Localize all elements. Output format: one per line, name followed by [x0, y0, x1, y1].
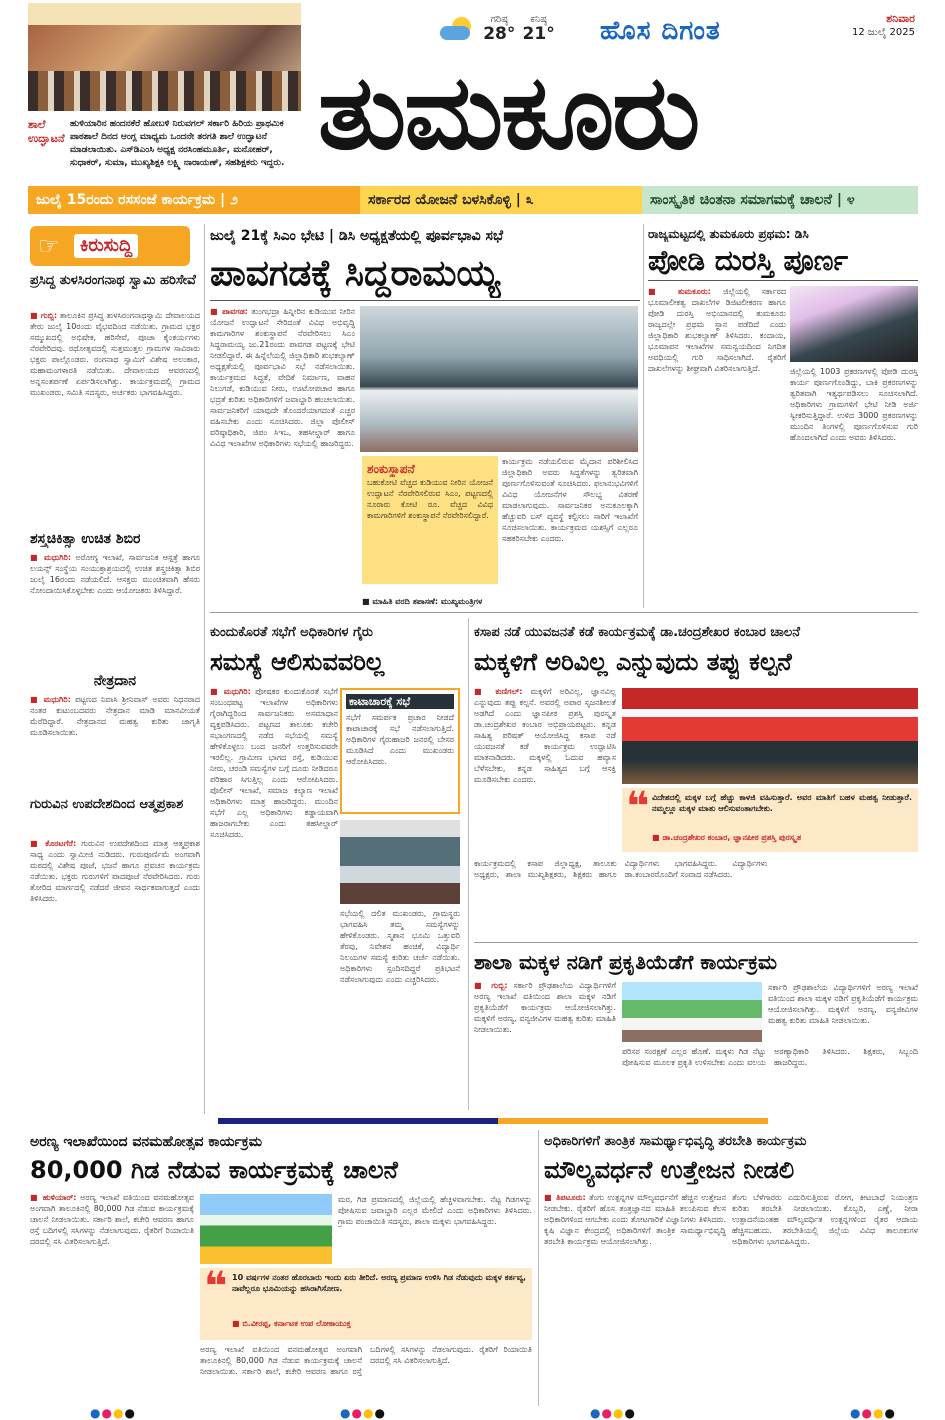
podi-text-2: ಜಿಲ್ಲೆಯಲ್ಲಿ 1003 ಪ್ರಕರಣಗಳಲ್ಲಿ ಪೋಡಿ ದುರಸ್ತಿ ಕಾರ್ಯ ಪೂರ್ಣಗೊಂಡಿದ್ದು, ಬಾಕಿ ಪ್ರಕರಣಗಳನ್ನು ತ್ವರಿತವಾಗಿ ಇತ್ಯರ್ಥಪಡಿಸಲು ಸೂಚಿಸಲಾಗಿದೆ. ಅಧಿಕಾರಿಗಳು ಗ್ರಾಮಗಳಿಗೆ ಭೇಟಿ ನೀಡಿ ಅರ್ಜಿ ಸ್ವೀಕರಿಸುತ್ತಿದ್ದಾರೆ. ಉಳಿದ 3000 ಪ್ರಕರಣಗಳನ್ನು ಮುಂದಿನ ತಿಂಗಳಲ್ಲಿ ಪೂರ್ಣಗೊಳಿಸುವ ಗುರಿ ಹೊಂದಲಾಗಿದೆ ಎಂದು ಅವರು ತಿಳಿಸಿದರು. — [790, 367, 918, 442]
left-headline-2: ಶಸ್ತ್ರಚಿಕಿತ್ಸಾ ಉಚಿತ ಶಿಬಿರ — [30, 531, 141, 547]
caption-tag: ಶಾಲೆ ಉದ್ಘಾಟನೆ — [28, 118, 65, 145]
training-kicker: ಅಧಿಕಾರಿಗಳಿಗೆ ತಾಂತ್ರಿಕ ಸಾಮರ್ಥ್ಯಾಭಿವೃದ್ಧಿ ತರಬೇತಿ ಕಾರ್ಯಕ್ರಮ — [544, 1134, 807, 1149]
left-text-3: ಪಟ್ಟಣದ ನಿವಾಸಿ ಶ್ರೀನಿವಾಸ್ ಅವರು ನಿಧನರಾದ ನಂತರ ಕುಟುಂಬದವರು ನೇತ್ರದಾನ ಮಾಡಿ ಮಾನವೀಯತೆ ಮೆರೆದಿದ್ದಾರೆ. ನೇತ್ರದಾನದ ಮಹತ್ವ ಕುರಿತು ಜಾಗೃತಿ ಮೂಡಿಸಲಾಯಿತು. — [30, 695, 200, 737]
meeting-photo — [340, 820, 460, 904]
date-label: 12 ಜುಲೈ 2025 — [852, 27, 915, 38]
forest-text-3: ಅರಣ್ಯ ಇಲಾಖೆ ವತಿಯಿಂದ ವನಮಹೋತ್ಸವ ಅಂಗವಾಗಿ ತಾಲೂಕಿನಲ್ಲಿ 80,000 ಗಿಡ ನೆಡುವ ಕಾರ್ಯಕ್ರಮಕ್ಕೆ ಚಾಲನೆ ನೀಡಲಾಯಿತು. ಸರ್ಕಾರಿ ಶಾಲೆ, ಕಚೇರಿ ಆವರಣ ಹಾಗೂ ರಸ್ತೆ ಬದಿಗಳಲ್ಲಿ ಸಸಿಗಳನ್ನು ನೆಡಲಾಗುವುದು. ರೈತರಿಗೆ ರಿಯಾಯಿತಿ ದರದಲ್ಲಿ ಸಸಿ ವಿತರಿಸಲಾಗುತ್ತಿದೆ. — [200, 1345, 532, 1376]
left-body-1 — [30, 310, 200, 522]
training-text-1: ತೆಂಗು ಉತ್ಪನ್ನಗಳ ಮೌಲ್ಯವರ್ಧನೆಗೆ ಹೆಚ್ಚಿನ ಉತ್ತೇಜನ ನೀಡಬೇಕು. ರೈತರಿಗೆ ಹೊಸ ತಂತ್ರಜ್ಞಾನದ ಮಾಹಿತಿ ತಲುಪಿಸುವ ಕೆಲಸ ಅಧಿಕಾರಿಗಳಿಂದ ಆಗಬೇಕು ಎಂದು ತೋಟಗಾರಿಕೆ ವಿಜ್ಞಾನಿಗಳು ತಿಳಿಸಿದರು. ಕೃಷಿ ವಿಜ್ಞಾನ ಕೇಂದ್ರದಲ್ಲಿ ಅಧಿಕಾರಿಗಳಿಗೆ ತಾಂತ್ರಿಕ ಸಾಮರ್ಥ್ಯಾಭಿವೃದ್ಧಿ ತರಬೇತಿ ಕಾರ್ಯಕ್ರಮ ಆಯೋಜಿಸಲಾಗಿತ್ತು. — [544, 1193, 726, 1246]
dc-portrait-photo — [790, 286, 918, 362]
training-body-1 — [544, 1192, 726, 1404]
kambar-quote — [622, 784, 918, 852]
section-separator — [28, 1118, 918, 1124]
dateline — [852, 12, 915, 39]
podi-body-2 — [790, 366, 918, 606]
lead-text-1: ತುಂಗಭದ್ರಾ ಹಿನ್ನೀರಿನ ಕುಡಿಯುವ ನೀರಿನ ಯೋಜನೆ ಉದ್ಘಾಟನೆ ಸೇರಿದಂತೆ ವಿವಿಧ ಅಭಿವೃದ್ಧಿ ಕಾಮಗಾರಿಗಳ ಶಂಕುಸ್ಥಾಪನೆ ನೆರವೇರಿಸಲು ಸಿಎಂ ಸಿದ್ದರಾಮಯ್ಯ ಜು.21ರಂದು ಪಾವಗಡ ಪಟ್ಟಣಕ್ಕೆ ಭೇಟಿ ನೀಡಲಿದ್ದಾರೆ. ಈ ಹಿನ್ನೆಲೆಯಲ್ಲಿ ಜಿಲ್ಲಾಧಿಕಾರಿ ಶುಭಕಲ್ಯಾಣ್ ಅಧ್ಯಕ್ಷತೆಯಲ್ಲಿ ಪೂರ್ವಭಾವಿ ಸಭೆ ನಡೆಸಲಾಯಿತು. ಕಾರ್ಯಕ್ರಮದ ಸಿದ್ಧತೆ, ವೇದಿಕೆ ನಿರ್ಮಾಣ, ವಾಹನ ನಿಲುಗಡೆ, ಕುಡಿಯುವ ನೀರು, ಊಟೋಪಚಾರ ಹಾಗೂ ಭದ್ರತೆ ಕುರಿತು ಅಧಿಕಾರಿಗಳಿಗೆ ಜವಾಬ್ದಾರಿ ಹಂಚಲಾಯಿತು. ಸಾರ್ವಜನಿಕರಿಗೆ ಯಾವುದೇ ತೊಂದರೆಯಾಗದಂತೆ ಎಚ್ಚರ ವಹಿಸಬೇಕು ಎಂದು ಸೂಚಿಸಿದರು. ಜಿಲ್ಲಾ ಪೊಲೀಸ್ ವರಿಷ್ಠಾಧಿಕಾರಿ, ಜಿಪಂ ಸಿಇಒ, ತಹಸೀಲ್ದಾರ್ ಹಾಗೂ ವಿವಿಧ ಇಲಾಖೆಗಳ ಅಧಿಕಾರಿಗಳು ಸಭೆಯಲ್ಲಿ ಹಾಜರಿದ್ದರು. — [210, 307, 355, 448]
school-text-3: ಸರ್ಕಾರಿ ಪ್ರೌಢಶಾಲೆಯ ವಿದ್ಯಾರ್ಥಿಗಳಿಗೆ ಅರಣ್ಯ ಇಲಾಖೆ ವತಿಯಿಂದ ಶಾಲಾ ಮಕ್ಕಳ ನಡಿಗೆ ಪ್ರಕೃತಿಯೆಡೆಗೆ ಕಾರ್ಯಕ್ರಮ ಆಯೋಜಿಸಲಾಗಿತ್ತು. ಮಕ್ಕಳಿಗೆ ಅರಣ್ಯ, ವನ್ಯಜೀವಿಗಳ ಮಹತ್ವ ಕುರಿತು ಮಾಹಿತಿ ನೀಡಲಾಯಿತು. — [768, 983, 918, 1025]
school-body-3 — [768, 982, 918, 1042]
weather-widget — [440, 14, 555, 43]
left-text-2: ಅರೋಗ್ಯ ಇಲಾಖೆ, ಸಾರ್ವಜನಿಕ ಆಸ್ಪತ್ರೆ ಹಾಗೂ ಲಯನ್ಸ್ ಸಂಸ್ಥೆಯ ಸಂಯುಕ್ತಾಶ್ರಯದಲ್ಲಿ ಉಚಿತ ಶಸ್ತ್ರಚಿಕಿತ್ಸಾ ಶಿಬಿರ ಜುಲೈ 16ರಂದು ನಡೆಯಲಿದೆ. ಆಸಕ್ತರು ಮುಂಚಿತವಾಗಿ ಹೆಸರು ನೋಂದಾಯಿಸಿಕೊಳ್ಳಬೇಕು ಎಂದು ಆಯೋಜಕರು ತಿಳಿಸಿದ್ದಾರೆ. — [30, 553, 200, 595]
registration-marks: ●●●● — [590, 1406, 636, 1420]
quote-text: 10 ವರ್ಷಗಳ ನಂತರ ಹೊರಬಾರು ಇಂದು ಏರು ತೀರಿದೆ. ಅರಣ್ಯ ಪ್ರಮಾಣ ಉಳಿಸಿ ಗಿಡ ನೆಡುವುದು ಮಕ್ಕಳ ಕರ್ತವ್ಯ, ನಾವೆಲ್ಲರೂ ಭೂಮಿಯನ್ನು ಹಸಿರಾಗಿಸೋಣ. — [232, 1273, 526, 1293]
podi-kicker: ರಾಜ್ಯಮಟ್ಟದಲ್ಲಿ ತುಮಕೂರು ಪ್ರಥಮ: ಡಿಸಿ — [648, 227, 809, 241]
caption-text: ಹುಳಿಯಾರಿನ ಹಂದನಕೆರೆ ಹೋಬಳಿ ನಿರುವಗಲ್ ಸರ್ಕಾರಿ ಹಿರಿಯ ಪ್ರಾಥಮಿಕ ಪಾಠಶಾಲೆ ದಿನದ ಆಂಗ್ಲ ಮಾಧ್ಯಮ ಒಂದನೇ ತರಗತಿ ಶಾಲೆ ಉದ್ಘಾಟನೆ ಮಾಡಲಾಯಿತು. ಎಸ್‌ಡಿಎಂಸಿ ಅಧ್ಯಕ್ಷ ನರಸಿಂಹಮೂರ್ತಿ, ಮನೋಹರ್, ಸುಧಾಕರ್, ಸುಮಾ, ಮುಖ್ಯಶಿಕ್ಷಕಿ ಲಕ್ಷ್ಮಿ ನಾರಾಯಣ್, ಸಹಶಿಕ್ಷಕರು ಇದ್ದರು. — [70, 119, 285, 168]
school-walk-photo — [622, 982, 762, 1042]
school-body-1 — [474, 980, 616, 1110]
lead-kicker: ಜುಲೈ 21ಕ್ಕೆ ಸಿಎಂ ಭೇಟಿ | ಡಿಸಿ ಅಧ್ಯಕ್ಷತೆಯಲ್ಲಿ ಪೂರ್ವಭಾವಿ ಸಭೆ — [210, 228, 504, 244]
left-text-4: ಗುರುವಿನ ಉಪದೇಶದಿಂದ ಮಾತ್ರ ಆತ್ಮಪ್ರಕಾಶ ಸಾಧ್ಯ ಎಂದು ಸ್ವಾಮೀಜಿ ನುಡಿದರು. ಗುರುಪೂರ್ಣಿಮೆ ಅಂಗವಾಗಿ ಮಠದಲ್ಲಿ ವಿಶೇಷ ಪೂಜೆ, ಭಜನೆ ಹಾಗೂ ಪ್ರವಚನ ಕಾರ್ಯಕ್ರಮ ನಡೆಯಿತು. ಭಕ್ತರು ಗುರುಗಳಿಗೆ ಪಾದಪೂಜೆ ನೆರವೇರಿಸಿದರು. ಗುರು ತೋರಿದ ಮಾರ್ಗದಲ್ಲಿ ನಡೆದರೆ ಜೀವನ ಸಾರ್ಥಕವಾಗುತ್ತದೆ ಎಂದು ತಿಳಿಸಿದರು. — [30, 839, 200, 903]
dateline-gubbi-2: ■ ಗುಬ್ಬಿ: — [474, 981, 508, 990]
plantation-photo — [200, 1194, 332, 1264]
quote-author: ■ ಡಾ.ಚಂದ್ರಶೇಖರ ಕಂಬಾರ, ಜ್ಞಾನಪೀಠ ಪ್ರಶಸ್ತಿ ಪುರಸ್ಕೃತ — [652, 833, 802, 842]
divider — [210, 612, 918, 613]
lead-text-2: ಕಾರ್ಯಕ್ರಮ ನಡೆಯಲಿರುವ ಮೈದಾನ ಪರಿಶೀಲಿಸಿದ ಜಿಲ್ಲಾಧಿಕಾರಿ ಅವರು ಸಿದ್ಧತೆಗಳನ್ನು ತ್ವರಿತವಾಗಿ ಪೂರ್ಣಗೊಳಿಸುವಂತೆ ಸೂಚಿಸಿದರು. ಫಲಾನುಭವಿಗಳಿಗೆ ವಿವಿಧ ಯೋಜನೆಗಳ ಸೌಲಭ್ಯ ವಿತರಣೆ ಮಾಡಲಾಗುವುದು. ಸಾರ್ವಜನಿಕರ ಅನುಕೂಲಕ್ಕಾಗಿ ಹೆಚ್ಚುವರಿ ಬಸ್ ವ್ಯವಸ್ಥೆ ಕಲ್ಪಿಸಲು ಸಾರಿಗೆ ಇಲಾಖೆಗೆ ಸೂಚಿಸಲಾಯಿತು. ಕಾರ್ಯಕ್ರಮದ ಯಶಸ್ಸಿಗೆ ಎಲ್ಲರೂ ಸಹಕರಿಸಬೇಕು ಎಂದರು. — [502, 457, 638, 543]
dateline-koratagere: ■ ಕೊರಟಗೆರೆ: — [30, 839, 77, 848]
teaser-2[interactable]: ಸರ್ಕಾರದ ಯೋಜನೆ ಬಳಸಿಕೊಳ್ಳಿ | ೩ — [360, 186, 642, 214]
divider — [474, 942, 918, 943]
school-inauguration-photo — [28, 3, 301, 111]
divider — [538, 1130, 539, 1406]
teaser-strip — [28, 186, 918, 214]
lead-headline: ಪಾವಗಡಕ್ಕೆ ಸಿದ್ದರಾಮಯ್ಯ — [210, 253, 501, 294]
lead-body-1 — [210, 306, 355, 606]
school-headline: ಶಾಲಾ ಮಕ್ಕಳ ನಡಿಗೆ ಪ್ರಕೃತಿಯೆಡೆಗೆ ಕಾರ್ಯಕ್ರಮ — [474, 950, 778, 974]
city-title: ತುಮಕೂರು — [318, 52, 699, 172]
forest-body-3 — [200, 1344, 532, 1404]
podi-text-1: ಜಿಲ್ಲೆಯಲ್ಲಿ ಸರ್ಕಾರದ ಭೂಮಾಲೀಕತ್ವ ದಾಖಲೆಗಳ ಡಿಜಿಟಲೀಕರಣ ಹಾಗೂ ಪೋಡಿ ದುರಸ್ತಿ ಅಭಿಯಾನದಲ್ಲಿ ತುಮಕೂರು ರಾಜ್ಯದಲ್ಲೇ ಪ್ರಥಮ ಸ್ಥಾನ ಪಡೆದಿದೆ ಎಂದು ಜಿಲ್ಲಾಧಿಕಾರಿ ಶುಭಕಲ್ಯಾಣ್ ತಿಳಿಸಿದರು. ಕಂದಾಯ, ಭೂಮಾಪನ ಇಲಾಖೆಗಳ ಸಮನ್ವಯದಿಂದ ನಿಗದಿತ ಅವಧಿಯಲ್ಲಿ ಗುರಿ ಸಾಧಿಸಲಾಗಿದೆ. ರೈತರಿಗೆ ದಾಖಲೆಗಳನ್ನು ಶೀಘ್ರವಾಗಿ ವಿತರಿಸಲಾಗುತ್ತಿದೆ. — [648, 287, 786, 373]
dateline-madhugiri: ■ ಮಧುಗಿರಿ: — [30, 553, 72, 562]
newspaper-brand: ಹೊಸ ದಿಗಂತ — [600, 16, 721, 46]
grievance-kicker: ಕುಂದುಕೊರತೆ ಸಭೆಗೆ ಅಧಿಕಾರಿಗಳ ಗೈರು — [210, 625, 373, 640]
foundation-box — [362, 456, 498, 584]
podi-headline: ಪೋಡಿ ದುರಸ್ತಿ ಪೂರ್ಣ — [648, 244, 849, 277]
dateline-gubbi: ■ ಗುಬ್ಬಿ: — [30, 311, 58, 320]
registration-marks: ●●●● — [850, 1406, 896, 1420]
teaser-1[interactable]: ಜುಲೈ 15ರಂದು ರಸಸಂಜೆ ಕಾರ್ಯಕ್ರಮ | ೨ — [28, 186, 360, 214]
forest-kicker: ಅರಣ್ಯ ಇಲಾಖೆಯಿಂದ ವನಮಹೋತ್ಸವ ಕಾರ್ಯಕ್ರಮ — [30, 1134, 263, 1150]
training-body-2 — [732, 1192, 918, 1404]
kambar-kicker: ಕಸಾಪ ನಡೆ ಯುವಜನತೆ ಕಡೆ ಕಾರ್ಯಕ್ರಮಕ್ಕೆ ಡಾ.ಚಂದ್ರಶೇಖರ ಕಂಬಾರ ಚಾಲನೆ — [474, 625, 801, 640]
forest-text-1: ಅರಣ್ಯ ಇಲಾಖೆ ವತಿಯಿಂದ ವನಮಹೋತ್ಸವ ಅಂಗವಾಗಿ ತಾಲೂಕಿನಲ್ಲಿ 80,000 ಗಿಡ ನೆಡುವ ಕಾರ್ಯಕ್ರಮಕ್ಕೆ ಚಾಲನೆ ನೀಡಲಾಯಿತು. ಸರ್ಕಾರಿ ಶಾಲೆ, ಕಚೇರಿ ಆವರಣ ಹಾಗೂ ರಸ್ತೆ ಬದಿಗಳಲ್ಲಿ ಸಸಿಗಳನ್ನು ನೆಡಲಾಗುವುದು. ರೈತರಿಗೆ ರಿಯಾಯಿತಿ ದರದಲ್ಲಿ ಸಸಿ ವಿತರಿಸಲಾಗುತ್ತಿದೆ. — [30, 1193, 194, 1246]
dateline-huliyar: ■ ಹುಳಿಯಾರ್: — [30, 1193, 77, 1202]
dateline-tumakuru: ■ ತುಮಕೂರು: — [648, 287, 711, 296]
forest-body-1 — [30, 1192, 194, 1404]
left-text-1: ತಾಲೂಕಿನ ಪ್ರಸಿದ್ಧ ತುಳಸಿರಂಗನಾಥಸ್ವಾಮಿ ದೇವಾಲಯದ ತೇರು ಜುಲೈ 10ರಂದು ವೈಭವದಿಂದ ನಡೆಯಿತು. ಗ್ರಾಮದ ಭಕ್ತರ ಸಮ್ಮುಖದಲ್ಲಿ ಅಭಿಷೇಕ, ಹರಿಸೇವೆ, ಪೂಜಾ ಕೈಂಕರ್ಯಗಳು ನೆರವೇರಿದವು. ರಥೋತ್ಸವದಲ್ಲಿ ಸುತ್ತಮುತ್ತಲ ಗ್ರಾಮಗಳ ಸಾವಿರಾರು ಭಕ್ತರು ಪಾಲ್ಗೊಂಡರು. ರಂಗನಾಥ ಸ್ವಾಮಿಗೆ ವಿಶೇಷ ಅಲಂಕಾರ, ಮಹಾಮಂಗಳಾರತಿ ನಡೆಯಿತು. ದೇವಾಲಯದ ಆವರಣದಲ್ಲಿ ಅನ್ನಸಂತರ್ಪಣೆ ಏರ್ಪಡಿಸಲಾಗಿತ್ತು. ಕಾರ್ಯಕ್ರಮದಲ್ಲಿ ಗ್ರಾಮದ ಮುಖಂಡರು, ಸಮಿತಿ ಸದಸ್ಯರು, ಅರ್ಚಕರು ಭಾಗವಹಿಸಿದ್ದರು. — [30, 311, 200, 397]
forest-text-2: ಮರ, ಗಿಡ ಪ್ರಮಾಣದಲ್ಲಿ ಜಿಲ್ಲೆಯಲ್ಲಿ ಹೆಚ್ಚಳವಾಗಬೇಕು. ನೆಟ್ಟ ಗಿಡಗಳನ್ನು ಪೋಷಿಸುವ ಜವಾಬ್ದಾರಿ ಎಲ್ಲರ ಮೇಲಿದೆ ಎಂದು ಅಧಿಕಾರಿಗಳು ತಿಳಿಸಿದರು. ಗ್ರಾಮ ಪಂಚಾಯಿತಿ ಸದಸ್ಯರು, ಶಾಲಾ ಮಕ್ಕಳು ಭಾಗವಹಿಸಿದ್ದರು. — [338, 1195, 532, 1226]
registration-marks: ●●●● — [90, 1406, 136, 1420]
weather-icon — [440, 16, 476, 42]
kambar-headline: ಮಕ್ಕಳಿಗೆ ಅರಿವಿಲ್ಲ ಎನ್ನುವುದು ತಪ್ಪು ಕಲ್ಪನೆ — [474, 648, 792, 676]
section-badge — [30, 226, 190, 266]
left-body-3 — [30, 694, 200, 790]
registration-marks: ●●●● — [340, 1406, 386, 1420]
box-title: ಶಂಕುಸ್ಥಾಪನೆ — [367, 462, 415, 476]
kambar-body-2 — [474, 858, 918, 938]
grievance-text-1: ಪೋಷಕರ ಕುಂದುಕೊರತೆ ಸಭೆಗೆ ಸಂಬಂಧಪಟ್ಟ ಇಲಾಖೆಗಳ ಅಧಿಕಾರಿಗಳು ಗೈರಾಗಿದ್ದರಿಂದ ಸಾರ್ವಜನಿಕರು ಅಸಮಾಧಾನ ವ್ಯಕ್ತಪಡಿಸಿದರು. ಪಟ್ಟಣದ ತಾಲೂಕು ಕಚೇರಿ ಸಭಾಂಗಣದಲ್ಲಿ ನಡೆದ ಸಭೆಯಲ್ಲಿ ಸಮಸ್ಯೆ ಹೇಳಿಕೊಳ್ಳಲು ಬಂದ ಜನರಿಗೆ ಉತ್ತರಿಸುವವರೇ ಇರಲಿಲ್ಲ. ಗ್ರಾಮೀಣ ಭಾಗದ ರಸ್ತೆ, ಕುಡಿಯುವ ನೀರು, ಚರಂಡಿ ಸಮಸ್ಯೆಗಳ ಬಗ್ಗೆ ದೂರು ನೀಡಿದರೂ ಪರಿಹಾರ ಸಿಗುತ್ತಿಲ್ಲ ಎಂದು ಆರೋಪಿಸಿದರು. ಪೊಲೀಸ್ ಇಲಾಖೆ, ಸಮಾಜ ಕಲ್ಯಾಣ ಇಲಾಖೆ ಅಧಿಕಾರಿಗಳು ಮಾತ್ರ ಹಾಜರಿದ್ದರು. ಮುಂದಿನ ಸಭೆಗೆ ಎಲ್ಲ ಅಧಿಕಾರಿಗಳು ಕಡ್ಡಾಯವಾಗಿ ಹಾಜರಾಗಬೇಕು ಎಂದು ತಹಸೀಲ್ದಾರ್ ಸೂಚಿಸಿದರು. — [210, 687, 338, 839]
grievance-headline: ಸಮಸ್ಯೆ ಆಲಿಸುವವರಿಲ್ಲ — [210, 648, 385, 676]
quote-text: ವಿದೇಶದಲ್ಲಿ ಮಕ್ಕಳ ಬಗ್ಗೆ ಹೆಚ್ಚು ಕಾಳಜಿ ವಹಿಸುತ್ತಾರೆ. ಅವರ ಮಾತಿಗೆ ಬಹಳ ಮಹತ್ವ ನೀಡುತ್ತಾರೆ. ನಮ್ಮಲ್ಲೂ ಮಕ್ಕಳ ಮಾತು ಆಲಿಸುವಂತಾಗಬೇಕು. — [652, 793, 912, 813]
dateline-kunigal: ■ ಕುಣಿಗಲ್: — [474, 687, 523, 696]
divider — [648, 280, 918, 281]
cm-visit-photo — [360, 306, 638, 452]
left-headline-1: ಪ್ರಸಿದ್ಧ ತುಳಸಿರಂಗನಾಥ ಸ್ವಾಮಿ ಹರಿಸೇವೆ — [30, 273, 196, 288]
school-text-1: ಸರ್ಕಾರಿ ಪ್ರೌಢಶಾಲೆಯ ವಿದ್ಯಾರ್ಥಿಗಳಿಗೆ ಅರಣ್ಯ ಇಲಾಖೆ ವತಿಯಿಂದ ಶಾಲಾ ಮಕ್ಕಳ ನಡಿಗೆ ಪ್ರಕೃತಿಯೆಡೆಗೆ ಕಾರ್ಯಕ್ರಮ ಆಯೋಜಿಸಲಾಗಿತ್ತು. ಮಕ್ಕಳಿಗೆ ಅರಣ್ಯ, ವನ್ಯಜೀವಿಗಳ ಮಹತ್ವ ಕುರಿತು ಮಾಹಿತಿ ನೀಡಲಾಯಿತು. — [474, 981, 616, 1034]
dateline-pavagada: ■ ಪಾವಗಡ: — [210, 307, 248, 316]
forest-body-2 — [338, 1194, 532, 1264]
quote-author: ■ ಬಿ.ವೀರಪ್ಪ, ಕರ್ನಾಟಕ ಉಪ ಲೋಕಾಯುಕ್ತ — [232, 1319, 351, 1328]
formality-box — [340, 688, 460, 814]
podi-body-1 — [648, 286, 786, 606]
left-body-2 — [30, 552, 200, 668]
grievance-body-1 — [210, 686, 338, 1110]
forest-headline: 80,000 ಗಿಡ ನೆಡುವ ಕಾರ್ಯಕ್ರಮಕ್ಕೆ ಚಾಲನೆ — [30, 1156, 398, 1184]
pointing-hand-icon: ☞ — [38, 232, 60, 260]
quote-mark-icon: ❝ — [626, 784, 650, 830]
kambar-body-1 — [474, 686, 616, 852]
dateline-madhugiri-2: ■ ಮಧುಗಿರಿ: — [30, 695, 71, 704]
school-text-2: ಪರಿಸರ ಸಂರಕ್ಷಣೆ ಎಲ್ಲರ ಹೊಣೆ. ಮಕ್ಕಳು ಗಿಡ ನೆಟ್ಟು ಪೋಷಿಸುವ ಮೂಲಕ ಪ್ರಕೃತಿ ಉಳಿಸಬೇಕು ಎಂದು ವಲಯ ಅರಣ್ಯಾಧಿಕಾರಿ ತಿಳಿಸಿದರು. ಶಿಕ್ಷಕರು, ಸಿಬ್ಬಂದಿ ಹಾಜರಿದ್ದರು. — [622, 1047, 918, 1067]
min-temp-label: ಕನಿಷ್ಠ — [530, 14, 548, 25]
box-text: ಬಹುಕೋಟಿ ವೆಚ್ಚದ ಕುಡಿಯುವ ನೀರಿನ ಯೋಜನೆ ಉದ್ಘಾಟನೆ ನೆರವೇರಿಸಲಿರುವ ಸಿಎಂ, ಪಟ್ಟಣದಲ್ಲಿ ನೂರಾರು ಕೋಟಿ ರೂ. ವೆಚ್ಚದ ವಿವಿಧ ಕಾಮಗಾರಿಗಳಿಗೆ ಶಂಕುಸ್ಥಾಪನೆ ನೆರವೇರಿಸಲಿದ್ದಾರೆ. — [367, 478, 493, 520]
grievance-text-2: ಸಭೆಯಲ್ಲಿ ದಲಿತ ಮುಖಂಡರು, ಗ್ರಾಮಸ್ಥರು ಭಾಗವಹಿಸಿ ತಮ್ಮ ಸಮಸ್ಯೆಗಳನ್ನು ಹೇಳಿಕೊಂಡರು. ಸ್ಮಶಾನ ಭೂಮಿ ಒತ್ತುವರಿ ತೆರವು, ನಿವೇಶನ ಹಂಚಿಕೆ, ವಿದ್ಯಾರ್ಥಿ ನಿಲಯಗಳ ಸಮಸ್ಯೆ ಕುರಿತು ಚರ್ಚೆ ನಡೆಯಿತು. ಅಧಿಕಾರಿಗಳು ಸ್ಪಂದಿಸದಿದ್ದರೆ ಪ್ರತಿಭಟನೆ ನಡೆಸಲಾಗುವುದು ಎಂದು ಎಚ್ಚರಿಸಿದರು. — [340, 909, 460, 984]
box-text: ಸಭೆಗೆ ಸಮರ್ಪಕ ಪ್ರಚಾರ ನೀಡದೆ ಕಾಟಾಚಾರಕ್ಕೆ ಸಭೆ ನಡೆಸಲಾಗುತ್ತಿದೆ. ಅಧಿಕಾರಿಗಳ ಗೈರುಹಾಜರಿ ಜನರಲ್ಲಿ ಬೇಸರ ಮೂಡಿಸಿದೆ ಎಂದು ಮುಖಂಡರು ಆರೋಪಿಸಿದರು. — [346, 713, 454, 766]
divider — [210, 300, 640, 301]
kambar-event-photo — [622, 688, 918, 784]
left-headline-4: ಗುರುವಿನ ಉಪದೇಶದಿಂದ ಆತ್ಮಪ್ರಕಾಶ — [30, 797, 184, 812]
training-text-2: ತೆಂಗು ಬೆಳೆಗಾರರು ಎದುರಿಸುತ್ತಿರುವ ರೋಗ, ಕೀಟಬಾಧೆ ನಿಯಂತ್ರಣ ಕುರಿತು ತರಬೇತಿ ನೀಡಲಾಯಿತು. ಕೊಬ್ಬರಿ, ಎಣ್ಣೆ, ನೀರಾ ಉತ್ಪಾದನೆಯಂತಹ ಮೌಲ್ಯವರ್ಧಿತ ಉತ್ಪನ್ನಗಳಿಂದ ರೈತರ ಆದಾಯ ಹೆಚ್ಚಿಸಬಹುದು. ತರಬೇತಿಯಲ್ಲಿ ಜಿಲ್ಲೆಯ ವಿವಿಧ ತಾಲೂಕುಗಳ ಅಧಿಕಾರಿಗಳು ಭಾಗವಹಿಸಿದ್ದರು. — [732, 1193, 918, 1246]
divider — [468, 618, 469, 1110]
photo-caption — [28, 118, 308, 170]
max-temp: 28° — [483, 24, 516, 44]
divider — [643, 224, 644, 608]
section-title: ಕಿರುಸುದ್ದಿ — [74, 234, 138, 258]
lead-body-2 — [502, 456, 638, 606]
dateline-madhugiri-3: ■ ಮಧುಗಿರಿ: — [210, 687, 251, 696]
lead-credit: ■ ಮಾಹಿತಿ ವರದಿ ತಪಾಸಣೆ: ಮುಖ್ಯಮಂತ್ರಿಗಳ — [362, 597, 483, 606]
divider — [204, 224, 205, 1114]
kambar-text-2: ಕಾರ್ಯಕ್ರಮದಲ್ಲಿ ಕಸಾಪ ಜಿಲ್ಲಾಧ್ಯಕ್ಷ, ತಾಲೂಕು ಅಧ್ಯಕ್ಷರು, ಶಾಲಾ ಮುಖ್ಯಶಿಕ್ಷಕರು, ಶಿಕ್ಷಕರು ಹಾಗೂ ವಿದ್ಯಾರ್ಥಿಗಳು ಭಾಗವಹಿಸಿದ್ದರು. ವಿದ್ಯಾರ್ಥಿಗಳು ಡಾ.ಕಂಬಾರರೊಂದಿಗೆ ಸಂವಾದ ನಡೆಸಿದರು. — [474, 859, 768, 879]
max-temp-label: ಗರಿಷ್ಠ — [490, 14, 509, 25]
school-body-2 — [622, 1046, 918, 1110]
box-title: ಕಾಟಾಚಾರಕ್ಕೆ ಸಭೆ — [346, 694, 454, 709]
forest-quote — [200, 1264, 532, 1340]
teaser-3[interactable]: ಸಾಂಸ್ಕೃತಿಕ ಚಿಂತನಾ ಸಮಾಗಮಕ್ಕೆ ಚಾಲನೆ | ೪ — [642, 186, 918, 214]
kambar-text-1: ಮಕ್ಕಳಿಗೆ ಅರಿವಿಲ್ಲ, ಜ್ಞಾನವಿಲ್ಲ ಎನ್ನುವುದು ತಪ್ಪು ಕಲ್ಪನೆ. ಅವರಲ್ಲಿ ಅಪಾರ ಸೃಜನಶೀಲತೆ ಅಡಗಿದೆ ಎಂದು ಜ್ಞಾನಪೀಠ ಪ್ರಶಸ್ತಿ ಪುರಸ್ಕೃತ ಡಾ.ಚಂದ್ರಶೇಖರ ಕಂಬಾರ ಅಭಿಪ್ರಾಯಪಟ್ಟರು. ಕನ್ನಡ ಸಾಹಿತ್ಯ ಪರಿಷತ್ ಆಯೋಜಿಸಿದ್ದ ಕಸಾಪ ನಡೆ ಯುವಜನತೆ ಕಡೆ ಕಾರ್ಯಕ್ರಮ ಉದ್ಘಾಟಿಸಿ ಮಾತನಾಡಿದರು. ಮಕ್ಕಳಲ್ಲಿ ಓದುವ ಹವ್ಯಾಸ ಬೆಳೆಸಬೇಕು, ಕನ್ನಡ ಸಾಹಿತ್ಯದ ಬಗ್ಗೆ ಆಸಕ್ತಿ ಮೂಡಿಸಬೇಕು ಎಂದರು. — [474, 687, 616, 784]
quote-mark-icon: ❝ — [204, 1264, 228, 1310]
training-headline: ಮೌಲ್ಯವರ್ಧನೆ ಉತ್ತೇಜನ ನೀಡಲಿ — [544, 1156, 795, 1184]
grievance-body-2 — [340, 908, 460, 1110]
dateline-tiptur: ■ ತಿಪಟೂರು: — [544, 1193, 586, 1202]
day-label: ಶನಿವಾರ — [886, 12, 915, 25]
min-temp: 21° — [522, 24, 555, 44]
left-body-4 — [30, 838, 200, 1110]
left-headline-3: ನೇತ್ರದಾನ — [93, 673, 137, 689]
